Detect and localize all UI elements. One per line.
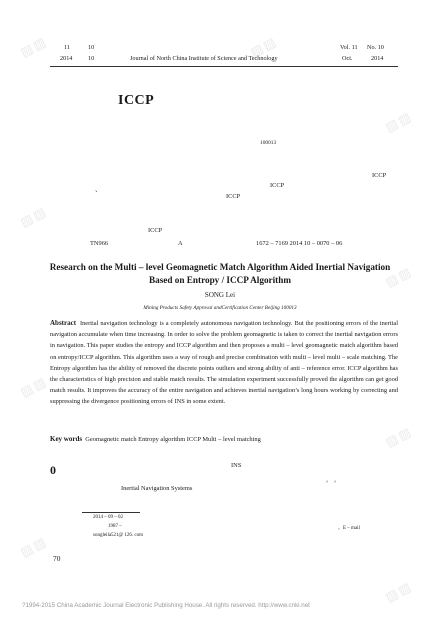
watermark-mark: ▨▨ (18, 34, 51, 61)
cn-abstract-fragment: 、 (95, 186, 102, 193)
cn-abstract-fragment: ICCP (270, 182, 285, 189)
header-right-month: Oct. (342, 55, 353, 62)
english-title-line-1: Research on the Multi – level Geomagnetic Match Algorithm Aided Inertial Navigation (49, 262, 391, 272)
watermark-mark: ▨▨ (383, 579, 416, 606)
cn-keywords-term: ICCP (148, 227, 163, 234)
intro-ins-full: Inertial Navigation Systems (121, 485, 193, 492)
keywords-label: Key words (50, 435, 83, 443)
page-number: 70 (53, 554, 61, 563)
article-number: 1672 – 7169 2014 10 – 0070 – 06 (256, 240, 343, 247)
header-left-no: 10 (88, 44, 95, 51)
watermark-mark: ▨▨ (383, 109, 416, 136)
watermark-mark: ▨▨ (18, 374, 51, 401)
footnote-received: 2014 – 09 – 02 (93, 515, 123, 520)
footnote-email-label: 。E – mail (338, 526, 360, 531)
watermark-mark: ▨▨ (383, 264, 416, 291)
intro-commas: ， ， (326, 476, 341, 483)
footnote-birth: 1987 – (108, 524, 122, 529)
header-right-no: No. 10 (367, 44, 384, 51)
header-left-year: 2014 (60, 55, 73, 62)
watermark-mark: ▨▨ (248, 34, 281, 61)
abstract-body: Inertial navigation technology is a completely autonomous navigation technology. But the positioning errors of the inertial navigation accumulate when time increasing. In order to solve the problem geomagnetic is taken to correct the inertial navigation errors in navigation. This paper studies the entropy and ICCP algorithm and then proposes a multi – level geomagnetic match algorithm based on entropy/ICCP algorithm. This algorithm uses a way of rough and precise combination with multi – level multi – scale matching. The Entropy algorithm has the ability of removed the discrete points outliers and strong ability of anti – reference error. ICCP algorithm has the characteristics of high precision and stable match results. The simulation experiment successfully proved the algorithm can get good match results. It improves the accuracy of the entire navigation and achieves inertial navigation’s long hours working by correcting and suppressing the divergence positioning errors of INS in some extent. (50, 320, 398, 406)
footnote-rule (82, 512, 140, 513)
watermark-mark: ▨▨ (383, 424, 416, 451)
header-left-month: 10 (88, 55, 95, 62)
header-left-vol: 11 (64, 44, 70, 51)
english-title-line-2: Based on Entropy / ICCP Algorithm (148, 275, 291, 285)
intro-ins: INS (231, 462, 242, 469)
postcode: 100013 (260, 140, 277, 146)
english-abstract (50, 318, 398, 408)
header-right-vol: Vol. 11 (340, 44, 358, 51)
copyright-footer: ?1994-2015 China Academic Journal Electronic Publishing House. All rights reserved. http://www.cnki.net (22, 602, 310, 609)
abstract-label: Abstract (50, 319, 77, 327)
cn-abstract-fragment: ICCP (372, 172, 387, 179)
document-code: A (178, 240, 183, 247)
english-affiliation: Mining Products Safety Approval andCertification Center Beijing 100013 (143, 305, 297, 311)
english-keywords (50, 435, 261, 443)
header-right-year: 2014 (371, 55, 384, 62)
clc-number: TN966 (90, 240, 109, 247)
header-journal: Journal of North China Institute of Science and Technology (130, 55, 278, 62)
english-author: SONG Lei (204, 291, 236, 299)
footnote-email: songleila521@ 126. com (93, 533, 144, 538)
section-number: 0 (50, 463, 56, 477)
chinese-title: ICCP (118, 93, 155, 108)
watermark-mark: ▨▨ (18, 204, 51, 231)
watermark-mark: ▨▨ (18, 534, 51, 561)
header-rule (50, 66, 398, 67)
keywords-body: Geomagnetic match Entropy algorithm ICCP Multi – level matching (85, 436, 261, 443)
cn-abstract-fragment: ICCP (226, 193, 241, 200)
